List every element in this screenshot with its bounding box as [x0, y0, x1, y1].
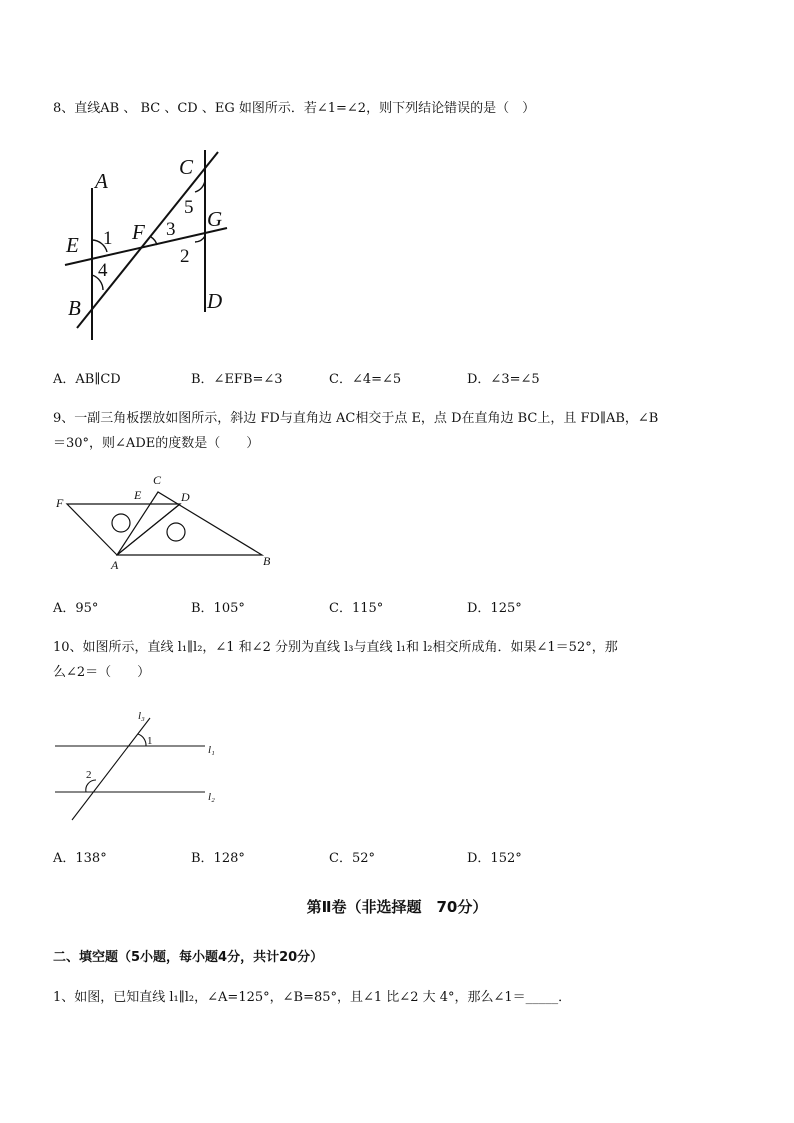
q10-option-b[interactable]: B．128° [191, 851, 245, 866]
q9-options [53, 597, 753, 616]
label-b: B [263, 554, 271, 568]
label-e: E [66, 233, 79, 257]
q10-option-a[interactable]: A．138° [53, 851, 107, 866]
label-e: E [134, 488, 142, 502]
q10-option-d[interactable]: D．152° [467, 851, 522, 866]
q10-stem-line2: 么∠2＝（ ） [53, 665, 151, 680]
q8-options [53, 368, 753, 387]
label-l1: l₁ [208, 744, 215, 756]
triangle-hole-left [112, 514, 130, 532]
q10-option-c[interactable]: C．52° [329, 851, 375, 866]
label-angle-1: 1 [103, 228, 113, 249]
label-f: F [132, 220, 145, 244]
label-angle-5: 5 [184, 197, 194, 218]
q8-option-c[interactable]: C．∠4=∠5 [329, 372, 402, 387]
q9-figure [50, 470, 280, 575]
q9-option-c[interactable]: C．115° [329, 601, 384, 616]
q10-options [53, 847, 753, 866]
triangle-fda [67, 504, 180, 555]
section-2-title: 第Ⅱ卷（非选择题 70分） [306, 898, 488, 916]
label-a: A [111, 558, 119, 572]
q8-figure [55, 140, 245, 350]
line-eg [65, 228, 227, 265]
label-angle-2: 2 [180, 246, 190, 267]
label-b: B [68, 296, 81, 320]
q9-option-a[interactable]: A．95° [53, 601, 99, 616]
label-angle-3: 3 [166, 219, 176, 240]
triangle-hole-right [167, 523, 185, 541]
angle-2-arc [195, 236, 205, 242]
fill1-stem: 1、如图，已知直线 l₁∥l₂，∠A=125°，∠B=85°，且∠1 比∠2 大 4°，那么∠1＝_____． [53, 990, 572, 1005]
label-g: G [207, 207, 223, 231]
line-l3 [72, 718, 150, 820]
q10-figure [50, 700, 230, 830]
label-angle-4: 4 [98, 260, 108, 281]
q8-option-b[interactable]: B．∠EFB=∠3 [191, 372, 283, 387]
section-2-subtitle: 二、填空题（5小题，每小题4分，共计20分） [53, 950, 324, 965]
label-l2: l₂ [208, 791, 215, 803]
q9-stem-line2: ＝30°，则∠ADE的度数是（ ） [53, 436, 260, 451]
label-angle-2: 2 [86, 769, 92, 781]
angle-1-arc [138, 734, 146, 746]
q8-option-d[interactable]: D．∠3=∠5 [467, 372, 540, 387]
label-d: D [181, 490, 190, 504]
label-a: A [95, 169, 108, 193]
q9-stem-line1: 9、一副三角板摆放如图所示，斜边 FD与直角边 AC相交于点 E，点 D在直角边 BC上，且 FD∥AB，∠B [53, 411, 659, 426]
label-c: C [153, 473, 162, 487]
q8-option-a[interactable]: A．AB∥CD [53, 372, 121, 387]
q9-option-d[interactable]: D．125° [467, 601, 522, 616]
label-l3: l₃ [138, 710, 145, 722]
q10-stem-line1: 10、如图所示，直线 l₁∥l₂，∠1 和∠2 分别为直线 l₃与直线 l₁和 l₂相交所成角．如果∠1＝52°，那 [53, 640, 618, 655]
label-f: F [56, 496, 64, 510]
label-c: C [179, 155, 194, 179]
q9-option-b[interactable]: B．105° [191, 601, 245, 616]
label-angle-1: 1 [147, 735, 153, 747]
angle-5-arc [195, 180, 205, 192]
label-d: D [207, 289, 223, 313]
q8-stem: 8、直线AB 、 BC 、CD 、EG 如图所示．若∠1=∠2，则下列结论错误的是（ ） [53, 101, 536, 116]
